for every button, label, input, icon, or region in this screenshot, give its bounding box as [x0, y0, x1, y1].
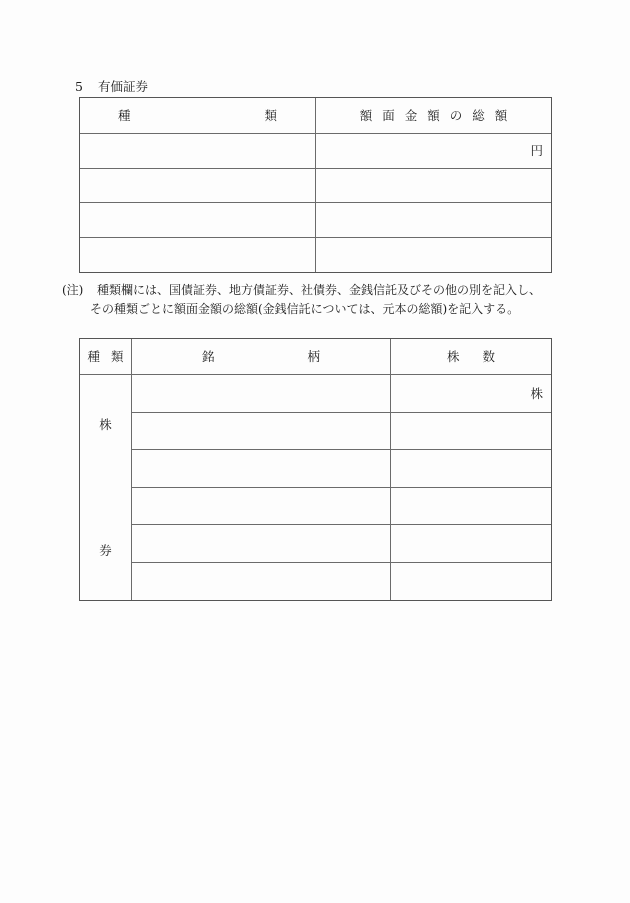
- note-label: (注): [62, 283, 84, 297]
- share-count-cell: [391, 375, 551, 413]
- share-count-cell: [391, 488, 551, 526]
- securities-type-cell: [80, 238, 316, 273]
- note: [62, 281, 541, 319]
- section-number: 5: [75, 79, 83, 94]
- share-unit-label: 株: [530, 385, 543, 401]
- brand-cell: [132, 563, 391, 601]
- securities-type-header-char-1: 種: [117, 108, 131, 123]
- securities-amount-cell: [316, 238, 551, 273]
- shares-brand-header: [132, 339, 391, 375]
- securities-amount-header-label: 額面金額の総額: [359, 108, 518, 123]
- shares-type-header-char-2: 類: [111, 349, 124, 364]
- shares-count-header-char-1: 株: [446, 349, 460, 364]
- share-count-cell: [391, 525, 551, 563]
- share-certificate-vertical-label: [80, 375, 132, 600]
- shares-type-header-char-1: 種: [87, 349, 100, 364]
- brand-cell: [132, 450, 391, 488]
- securities-table: [79, 97, 552, 273]
- securities-amount-header: [316, 98, 551, 134]
- share-certificates-table: [79, 338, 552, 601]
- vertical-char-ken: 券: [99, 543, 112, 558]
- securities-type-cell: [80, 169, 316, 204]
- share-count-cell: [391, 563, 551, 601]
- securities-amount-cell: [316, 134, 551, 169]
- note-line-1: [62, 281, 541, 300]
- shares-type-header: [80, 339, 132, 375]
- securities-type-cell: [80, 203, 316, 238]
- share-count-cell: [391, 413, 551, 451]
- securities-amount-cell: [316, 203, 551, 238]
- shares-count-header-char-2: 数: [482, 349, 496, 364]
- brand-cell: [132, 525, 391, 563]
- shares-count-header: [391, 339, 551, 375]
- securities-type-header: [80, 98, 316, 134]
- brand-cell: [132, 488, 391, 526]
- note-line-1-text: 種類欄には、国債証券、地方債証券、社債券、金銭信託及びその他の別を記入し、: [97, 283, 542, 297]
- share-count-cell: [391, 450, 551, 488]
- shares-brand-header-char-1: 銘: [201, 349, 215, 364]
- securities-amount-cell: [316, 169, 551, 204]
- note-line-2: その種類ごとに額面金額の総額(金銭信託については、元本の総額)を記入する。: [90, 302, 520, 316]
- brand-cell: [132, 375, 391, 413]
- securities-type-header-char-2: 類: [264, 108, 278, 123]
- section-heading: [75, 80, 148, 93]
- section-title: 有価証券: [97, 79, 148, 94]
- yen-unit-label: 円: [530, 143, 543, 159]
- brand-cell: [132, 413, 391, 451]
- securities-type-cell: [80, 134, 316, 169]
- shares-brand-header-char-2: 柄: [307, 349, 321, 364]
- vertical-char-kabu: 株: [99, 417, 112, 432]
